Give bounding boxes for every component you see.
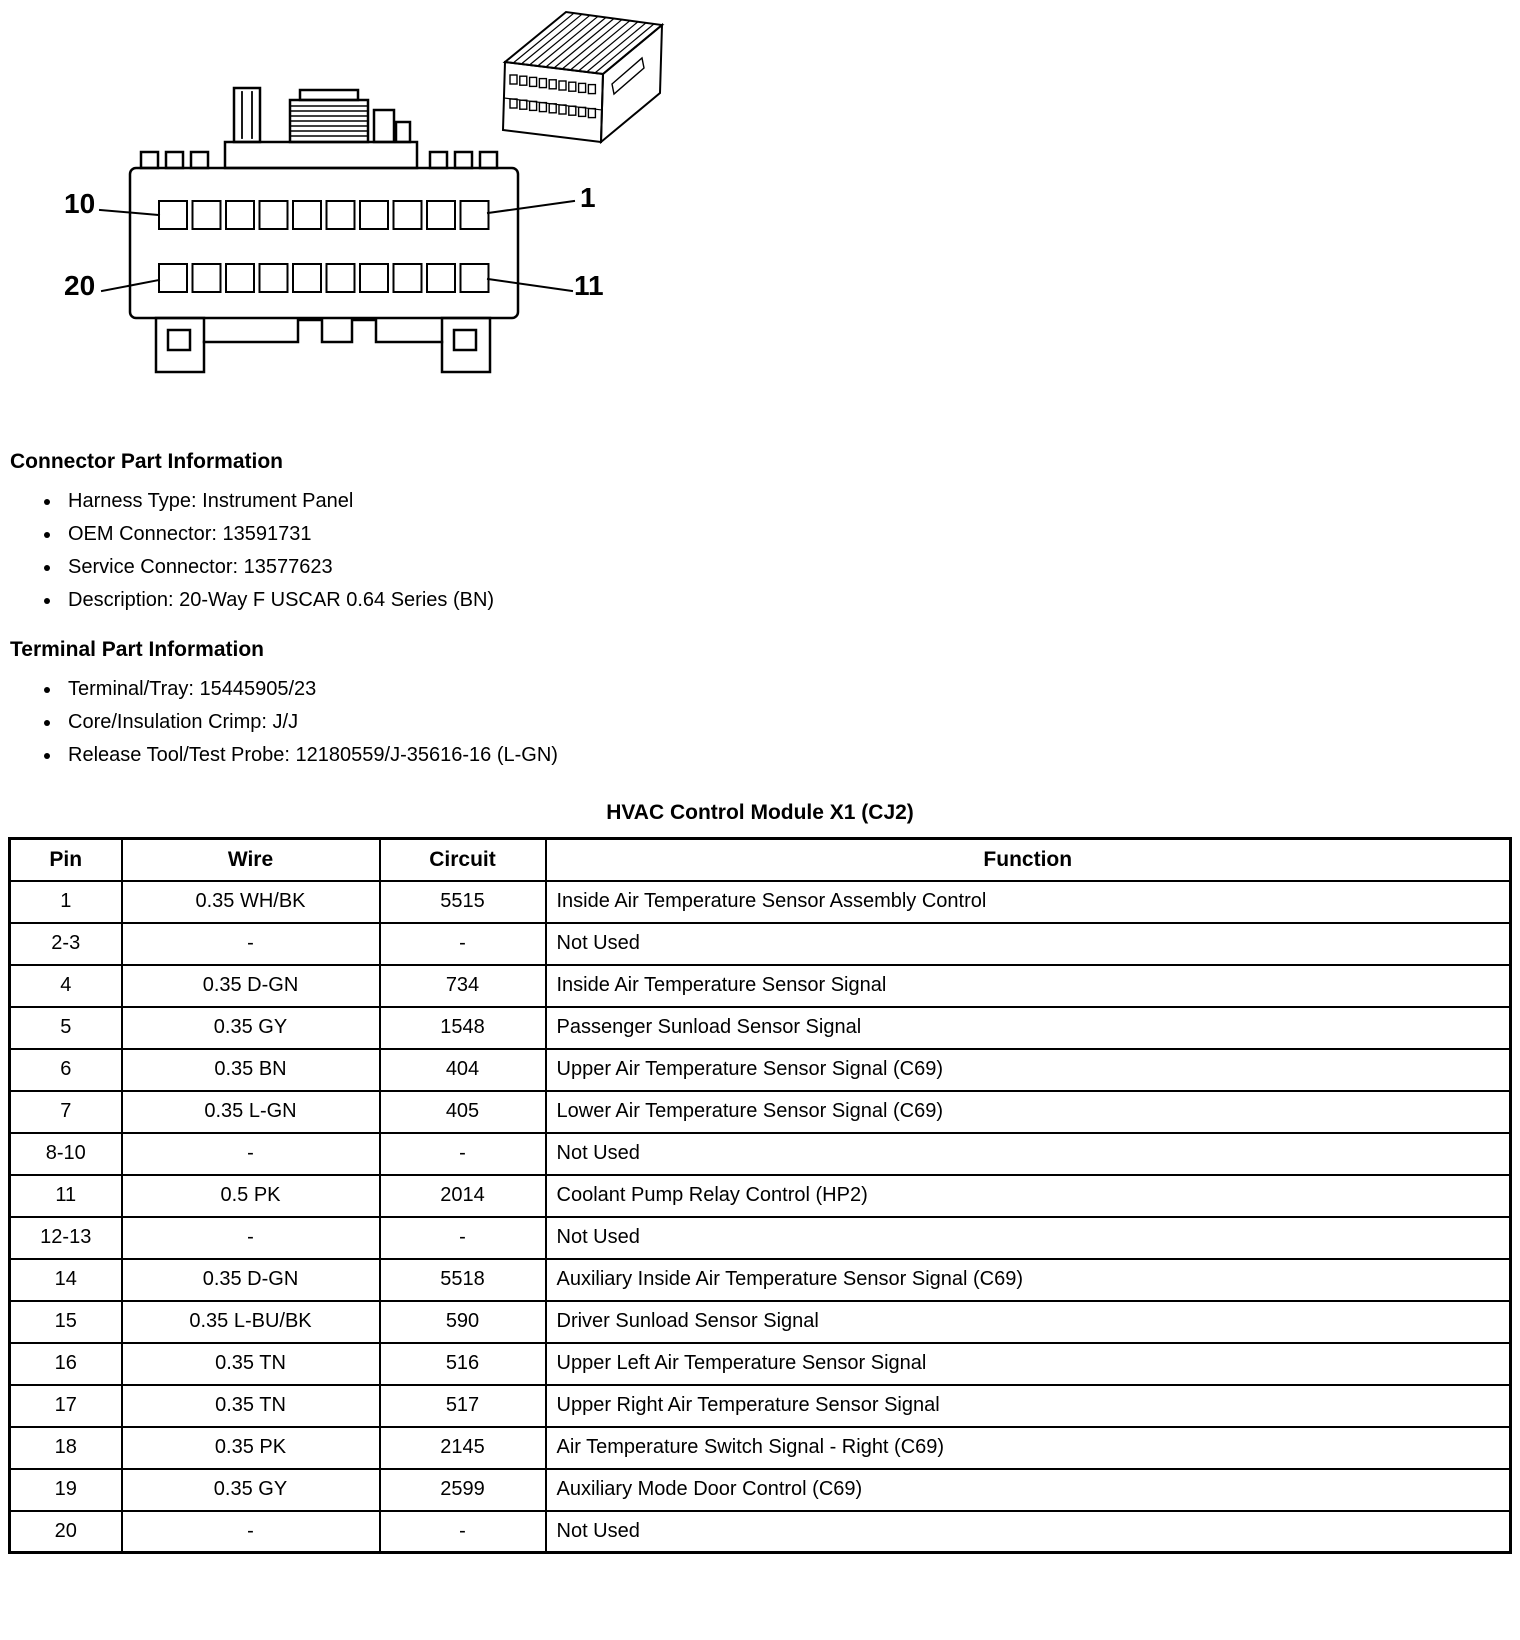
function-cell: Upper Right Air Temperature Sensor Signal	[546, 1385, 1511, 1427]
latch-right-tower	[374, 110, 394, 142]
connector-body-outline	[130, 168, 518, 318]
wire-cell: 0.35 PK	[122, 1427, 380, 1469]
pin-header: Pin	[10, 839, 122, 881]
wire-cell: 0.35 D-GN	[122, 965, 380, 1007]
wire-cell: 0.35 TN	[122, 1385, 380, 1427]
pin-cell: 2-3	[10, 923, 122, 965]
pin-label-11: 11	[574, 270, 604, 301]
table-row	[10, 1385, 1511, 1427]
list-item: • Service Connector: 13577623	[62, 556, 1520, 579]
function-cell: Coolant Pump Relay Control (HP2)	[546, 1175, 1511, 1217]
pin-cell: 12-13	[10, 1217, 122, 1259]
function-cell: Not Used	[546, 1511, 1511, 1553]
function-cell: Passenger Sunload Sensor Signal	[546, 1007, 1511, 1049]
function-cell: Upper Air Temperature Sensor Signal (C69)	[546, 1049, 1511, 1091]
table-row	[10, 1175, 1511, 1217]
list-item: • Description: 20-Way F USCAR 0.64 Series (BN)	[62, 589, 1520, 612]
wire-cell: 0.35 D-GN	[122, 1259, 380, 1301]
circuit-header: Circuit	[380, 839, 546, 881]
list-item: • Terminal/Tray: 15445905/23	[62, 678, 1520, 701]
circuit-cell: 404	[380, 1049, 546, 1091]
wire-cell: 0.5 PK	[122, 1175, 380, 1217]
table-row	[10, 965, 1511, 1007]
perspective-terminals	[510, 75, 595, 118]
circuit-cell: -	[380, 923, 546, 965]
table-row	[10, 1259, 1511, 1301]
pin-cell: 6	[10, 1049, 122, 1091]
list-item: • Release Tool/Test Probe: 12180559/J-35616-16 (L-GN)	[62, 744, 1520, 767]
latch-left-tower	[234, 88, 260, 142]
wire-cell: -	[122, 1133, 380, 1175]
function-cell: Driver Sunload Sensor Signal	[546, 1301, 1511, 1343]
pin-cell: 11	[10, 1175, 122, 1217]
function-header: Function	[546, 839, 1511, 881]
circuit-cell: 1548	[380, 1007, 546, 1049]
circuit-cell: 517	[380, 1385, 546, 1427]
wire-cell: -	[122, 1511, 380, 1553]
leader-line-11	[488, 279, 572, 291]
list-item: • Core/Insulation Crimp: J/J	[62, 711, 1520, 734]
pin-label-20: 20	[64, 270, 96, 301]
table-row	[10, 1469, 1511, 1511]
table-row	[10, 1091, 1511, 1133]
pin-cell: 20	[10, 1511, 122, 1553]
wire-cell: 0.35 TN	[122, 1343, 380, 1385]
wire-cell: -	[122, 1217, 380, 1259]
perspective-ridges	[513, 13, 654, 73]
wire-header: Wire	[122, 839, 380, 881]
circuit-cell: 590	[380, 1301, 546, 1343]
pin-label-1: 1	[580, 182, 596, 213]
pin-cell: 7	[10, 1091, 122, 1133]
pin-cell: 17	[10, 1385, 122, 1427]
latch-base	[225, 142, 417, 168]
terminal-info-heading: Terminal Part Information	[10, 638, 264, 661]
left-foot	[156, 318, 204, 372]
circuit-cell: 405	[380, 1091, 546, 1133]
table-row	[10, 1133, 1511, 1175]
table-row	[10, 923, 1511, 965]
terminal-info-list	[40, 678, 1520, 767]
wire-cell: -	[122, 923, 380, 965]
table-row	[10, 1343, 1511, 1385]
wire-cell: 0.35 GY	[122, 1469, 380, 1511]
pin-cell: 18	[10, 1427, 122, 1469]
function-cell: Auxiliary Inside Air Temperature Sensor Signal (C69)	[546, 1259, 1511, 1301]
circuit-cell: -	[380, 1133, 546, 1175]
connector-info-list	[40, 490, 1520, 612]
function-cell: Not Used	[546, 923, 1511, 965]
function-cell: Not Used	[546, 1217, 1511, 1259]
right-foot	[442, 318, 490, 372]
pin-cell: 1	[10, 881, 122, 923]
circuit-cell: 734	[380, 965, 546, 1007]
wire-cell: 0.35 BN	[122, 1049, 380, 1091]
function-cell: Inside Air Temperature Sensor Assembly Control	[546, 881, 1511, 923]
circuit-cell: -	[380, 1511, 546, 1553]
function-cell: Inside Air Temperature Sensor Signal	[546, 965, 1511, 1007]
table-row	[10, 1511, 1511, 1553]
wire-cell: 0.35 GY	[122, 1007, 380, 1049]
function-cell: Not Used	[546, 1133, 1511, 1175]
function-cell: Auxiliary Mode Door Control (C69)	[546, 1469, 1511, 1511]
pin-label-10: 10	[64, 188, 96, 219]
leader-line-1	[488, 201, 574, 213]
pin-cell: 4	[10, 965, 122, 1007]
circuit-cell: 2145	[380, 1427, 546, 1469]
connector-perspective	[503, 12, 662, 142]
pin-cell: 14	[10, 1259, 122, 1301]
pin-cell: 15	[10, 1301, 122, 1343]
table-row	[10, 1217, 1511, 1259]
circuit-cell: 5518	[380, 1259, 546, 1301]
latch-right-step	[396, 122, 410, 142]
wire-cell: 0.35 WH/BK	[122, 881, 380, 923]
circuit-cell: 516	[380, 1343, 546, 1385]
table-row	[10, 1427, 1511, 1469]
circuit-cell: 2599	[380, 1469, 546, 1511]
table-row	[10, 1049, 1511, 1091]
pin-cell: 5	[10, 1007, 122, 1049]
bottom-notched-edge	[204, 320, 442, 342]
pinout-table	[8, 837, 1512, 1554]
table-row	[10, 1007, 1511, 1049]
pin-cell: 16	[10, 1343, 122, 1385]
connector-info-heading: Connector Part Information	[10, 450, 284, 473]
latch-ribs	[291, 106, 367, 136]
pin-cell: 8-10	[10, 1133, 122, 1175]
table-title: HVAC Control Module X1 (CJ2)	[606, 801, 914, 824]
pinout-table-body	[10, 881, 1511, 1553]
pin-cell: 19	[10, 1469, 122, 1511]
table-row	[10, 1301, 1511, 1343]
wire-cell: 0.35 L-BU/BK	[122, 1301, 380, 1343]
latch-cap	[300, 90, 358, 100]
function-cell: Upper Left Air Temperature Sensor Signal	[546, 1343, 1511, 1385]
circuit-cell: -	[380, 1217, 546, 1259]
circuit-cell: 5515	[380, 881, 546, 923]
table-header-row	[10, 839, 1511, 881]
circuit-cell: 2014	[380, 1175, 546, 1217]
table-row	[10, 881, 1511, 923]
connector-diagram	[0, 0, 1520, 424]
list-item: • OEM Connector: 13591731	[62, 523, 1520, 546]
function-cell: Air Temperature Switch Signal - Right (C69)	[546, 1427, 1511, 1469]
terminal-cavities	[159, 201, 489, 292]
wire-cell: 0.35 L-GN	[122, 1091, 380, 1133]
function-cell: Lower Air Temperature Sensor Signal (C69)	[546, 1091, 1511, 1133]
list-item: • Harness Type: Instrument Panel	[62, 490, 1520, 513]
